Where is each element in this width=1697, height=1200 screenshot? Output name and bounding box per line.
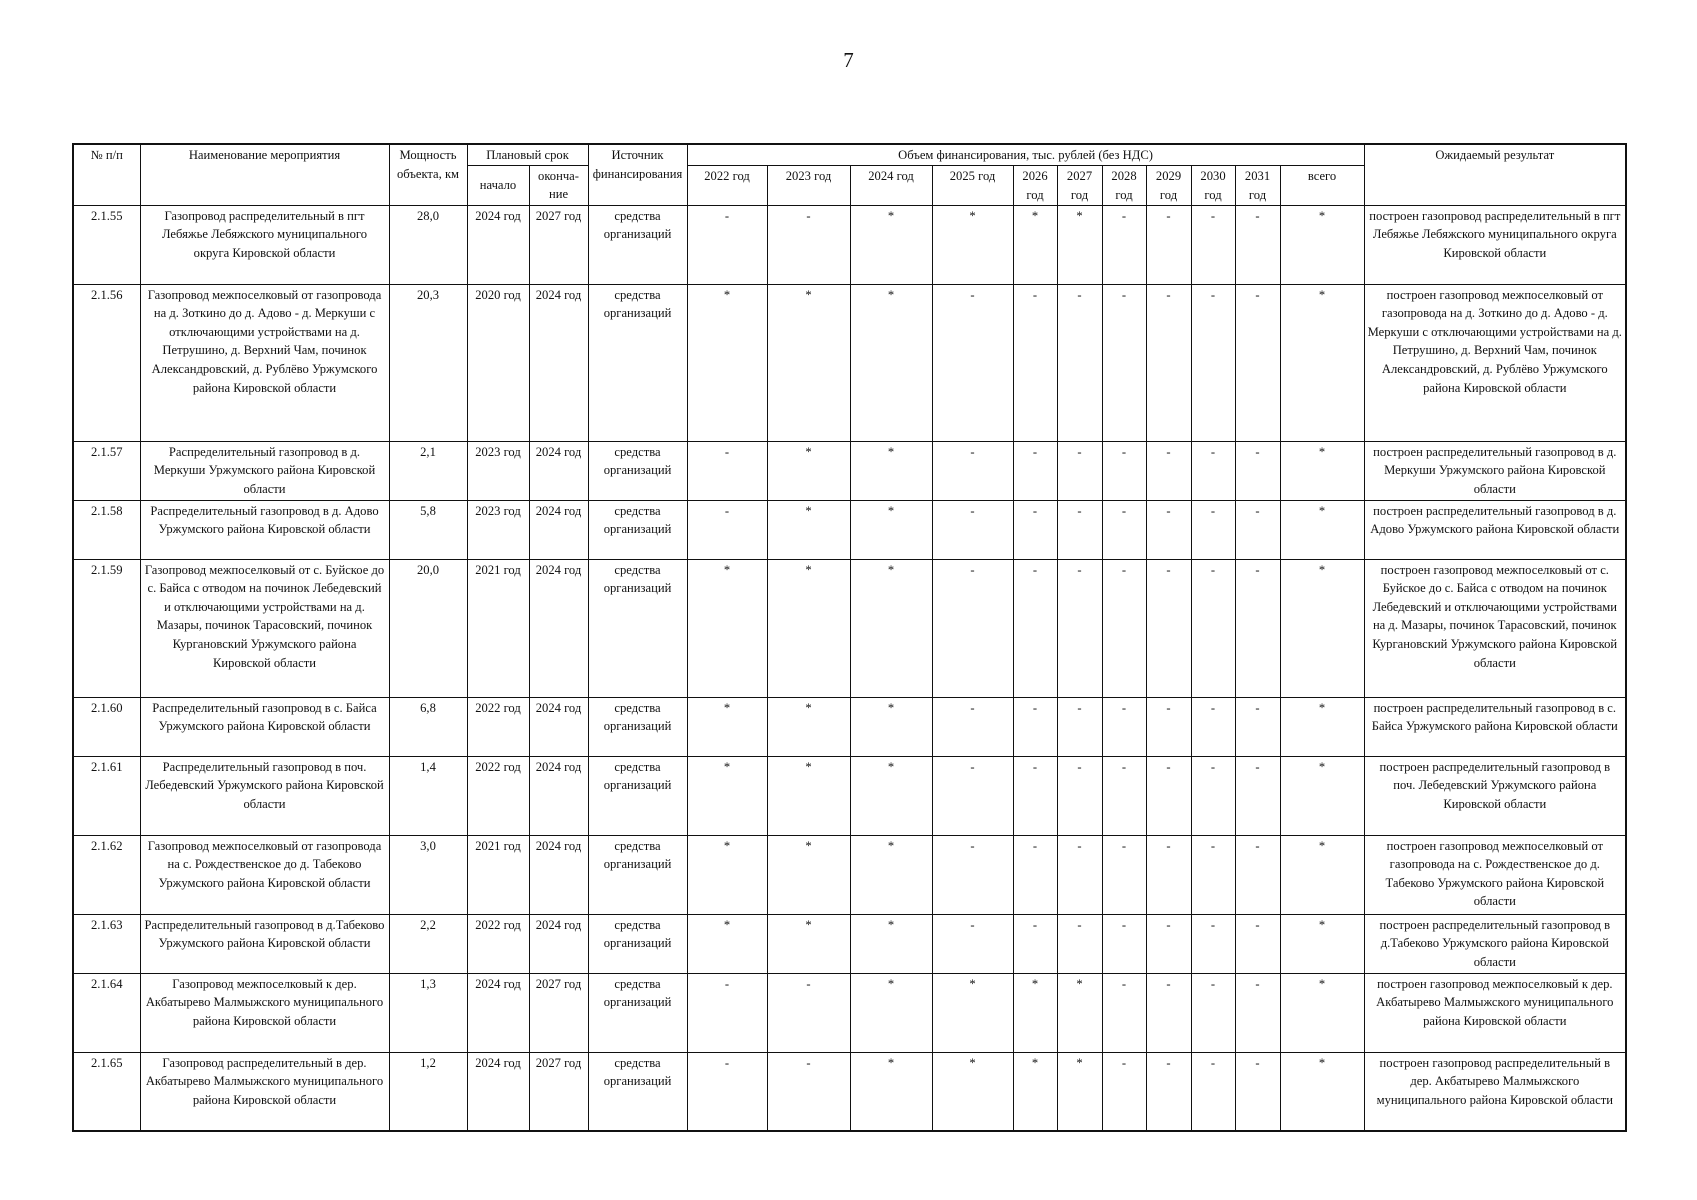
row-finance-mark: - xyxy=(1146,697,1191,756)
row-finance-mark: - xyxy=(932,441,1013,500)
row-finance-mark: - xyxy=(1191,756,1235,835)
row-finance-mark: - xyxy=(1057,756,1102,835)
row-power: 2,1 xyxy=(389,441,467,500)
row-number: 2.1.56 xyxy=(73,284,140,441)
table-row xyxy=(73,835,1626,914)
row-finance-mark: - xyxy=(1013,559,1057,697)
row-finance-mark: * xyxy=(850,284,932,441)
row-power: 1,4 xyxy=(389,756,467,835)
table-row xyxy=(73,559,1626,697)
row-finance-mark: - xyxy=(767,973,850,1052)
row-number: 2.1.55 xyxy=(73,205,140,284)
table-row xyxy=(73,500,1626,559)
row-finance-mark: * xyxy=(1057,973,1102,1052)
row-finance-mark: - xyxy=(932,559,1013,697)
row-finance-mark: * xyxy=(687,559,767,697)
row-total: * xyxy=(1280,441,1364,500)
row-finance-mark: - xyxy=(1191,914,1235,973)
row-finance-mark: - xyxy=(1191,441,1235,500)
row-end: 2024 год xyxy=(529,284,588,441)
table-row xyxy=(73,284,1626,441)
row-number: 2.1.57 xyxy=(73,441,140,500)
row-finance-mark: - xyxy=(1013,500,1057,559)
row-finance-mark: * xyxy=(767,756,850,835)
row-finance-mark: * xyxy=(687,914,767,973)
row-name: Распределительный газопровод в д. Адово Уржумского района Кировской области xyxy=(140,500,389,559)
row-finance-mark: * xyxy=(687,756,767,835)
table-row xyxy=(73,756,1626,835)
header-year-2031: 2031 год xyxy=(1235,165,1280,205)
header-term-start: начало xyxy=(467,165,529,205)
header-year-2029: 2029 год xyxy=(1146,165,1191,205)
row-finance-mark: - xyxy=(1057,441,1102,500)
row-finance-mark: - xyxy=(1191,205,1235,284)
row-finance-mark: - xyxy=(932,914,1013,973)
row-finance-mark: - xyxy=(1235,500,1280,559)
row-source: средства организаций xyxy=(588,756,687,835)
row-start: 2021 год xyxy=(467,559,529,697)
row-finance-mark: * xyxy=(687,697,767,756)
row-source: средства организаций xyxy=(588,284,687,441)
row-name: Газопровод межпоселковый от с. Буйское до с. Байса с отводом на починок Лебедевский и отключающими устройствами на д. Мазары, починок Тарасовский, починок Кургановский Уржумского района Кировской области xyxy=(140,559,389,697)
row-total: * xyxy=(1280,1052,1364,1131)
row-finance-mark: - xyxy=(1057,500,1102,559)
row-start: 2021 год xyxy=(467,835,529,914)
row-end: 2027 год xyxy=(529,1052,588,1131)
row-name: Газопровод межпоселковый от газопровода на д. Зоткино до д. Адово - д. Меркуши с отключающими устройствами на д. Петрушино, д. Верхний Чам, починок Александровский, д. Рублёво Уржумского района Кировской области xyxy=(140,284,389,441)
row-power: 20,3 xyxy=(389,284,467,441)
row-finance-mark: - xyxy=(1146,205,1191,284)
row-power: 6,8 xyxy=(389,697,467,756)
row-finance-mark: - xyxy=(932,697,1013,756)
row-name: Газопровод распределительный в пгт Лебяжье Лебяжского муниципального округа Кировской области xyxy=(140,205,389,284)
row-finance-mark: * xyxy=(767,559,850,697)
page-number: 7 xyxy=(843,48,854,72)
table-row xyxy=(73,1052,1626,1131)
row-source: средства организаций xyxy=(588,441,687,500)
row-finance-mark: - xyxy=(1057,284,1102,441)
row-result: построен газопровод межпоселковый от с. Буйское до с. Байса с отводом на починок Лебедевский и отключающими устройствами на д. Мазары, починок Тарасовский, починок Кургановский Уржумского района Кировской области xyxy=(1364,559,1626,697)
header-row-1 xyxy=(73,144,1626,165)
row-source: средства организаций xyxy=(588,500,687,559)
header-year-2027: 2027 год xyxy=(1057,165,1102,205)
row-number: 2.1.60 xyxy=(73,697,140,756)
row-finance-mark: * xyxy=(767,914,850,973)
row-power: 5,8 xyxy=(389,500,467,559)
row-start: 2022 год xyxy=(467,756,529,835)
header-total: всего xyxy=(1280,165,1364,205)
row-finance-mark: - xyxy=(1057,697,1102,756)
row-end: 2024 год xyxy=(529,441,588,500)
row-finance-mark: - xyxy=(1235,973,1280,1052)
row-name: Распределительный газопровод в д. Меркуши Уржумского района Кировской области xyxy=(140,441,389,500)
row-finance-mark: - xyxy=(687,500,767,559)
row-source: средства организаций xyxy=(588,973,687,1052)
row-finance-mark: * xyxy=(767,697,850,756)
row-finance-mark: - xyxy=(1191,284,1235,441)
row-name: Распределительный газопровод в с. Байса Уржумского района Кировской области xyxy=(140,697,389,756)
header-year-2022: 2022 год xyxy=(687,165,767,205)
row-total: * xyxy=(1280,205,1364,284)
row-result: построен газопровод распределительный в пгт Лебяжье Лебяжского муниципального округа Кировской области xyxy=(1364,205,1626,284)
row-start: 2024 год xyxy=(467,973,529,1052)
header-finance: Объем финансирования, тыс. рублей (без НДС) xyxy=(687,144,1364,165)
row-end: 2027 год xyxy=(529,973,588,1052)
row-finance-mark: * xyxy=(767,835,850,914)
row-total: * xyxy=(1280,756,1364,835)
row-finance-mark: - xyxy=(1235,914,1280,973)
row-finance-mark: - xyxy=(687,1052,767,1131)
header-num: № п/п xyxy=(73,144,140,205)
row-end: 2027 год xyxy=(529,205,588,284)
row-finance-mark: - xyxy=(1057,835,1102,914)
row-result: построен распределительный газопровод в д. Адово Уржумского района Кировской области xyxy=(1364,500,1626,559)
row-finance-mark: - xyxy=(1057,914,1102,973)
row-finance-mark: * xyxy=(850,756,932,835)
row-power: 1,3 xyxy=(389,973,467,1052)
row-finance-mark: - xyxy=(1102,914,1146,973)
row-finance-mark: - xyxy=(767,205,850,284)
table-row xyxy=(73,205,1626,284)
row-finance-mark: * xyxy=(1013,205,1057,284)
row-finance-mark: * xyxy=(850,559,932,697)
header-source: Источник финансирования xyxy=(588,144,687,205)
row-result: построен газопровод распределительный в дер. Акбатырево Малмыжского муниципального района Кировской области xyxy=(1364,1052,1626,1131)
row-finance-mark: * xyxy=(767,500,850,559)
header-power: Мощность объекта, км xyxy=(389,144,467,205)
table-row xyxy=(73,914,1626,973)
row-start: 2023 год xyxy=(467,441,529,500)
row-finance-mark: * xyxy=(850,205,932,284)
row-end: 2024 год xyxy=(529,559,588,697)
row-finance-mark: - xyxy=(1013,697,1057,756)
row-name: Газопровод межпоселковый к дер. Акбатырево Малмыжского муниципального района Кировской области xyxy=(140,973,389,1052)
table-body xyxy=(73,205,1626,1131)
row-total: * xyxy=(1280,559,1364,697)
row-start: 2020 год xyxy=(467,284,529,441)
row-start: 2022 год xyxy=(467,914,529,973)
row-name: Газопровод межпоселковый от газопровода на с. Рождественское до д. Табеково Уржумского района Кировской области xyxy=(140,835,389,914)
row-number: 2.1.59 xyxy=(73,559,140,697)
row-finance-mark: * xyxy=(767,441,850,500)
row-total: * xyxy=(1280,500,1364,559)
header-result: Ожидаемый результат xyxy=(1364,144,1626,205)
table-row xyxy=(73,973,1626,1052)
row-number: 2.1.64 xyxy=(73,973,140,1052)
row-number: 2.1.58 xyxy=(73,500,140,559)
row-finance-mark: * xyxy=(932,205,1013,284)
row-finance-mark: - xyxy=(1146,756,1191,835)
row-finance-mark: - xyxy=(1102,500,1146,559)
row-source: средства организаций xyxy=(588,697,687,756)
row-finance-mark: - xyxy=(1235,697,1280,756)
row-finance-mark: - xyxy=(1235,835,1280,914)
row-finance-mark: - xyxy=(1235,441,1280,500)
row-finance-mark: - xyxy=(1102,1052,1146,1131)
row-finance-mark: * xyxy=(1013,973,1057,1052)
row-end: 2024 год xyxy=(529,914,588,973)
header-year-2025: 2025 год xyxy=(932,165,1013,205)
row-name: Газопровод распределительный в дер. Акбатырево Малмыжского муниципального района Кировской области xyxy=(140,1052,389,1131)
row-finance-mark: - xyxy=(1191,835,1235,914)
row-result: построен газопровод межпоселковый от газопровода на с. Рождественское до д. Табеково Уржумского района Кировской области xyxy=(1364,835,1626,914)
row-power: 1,2 xyxy=(389,1052,467,1131)
row-finance-mark: - xyxy=(1102,284,1146,441)
header-term-end: оконча-ние xyxy=(529,165,588,205)
header-year-2023: 2023 год xyxy=(767,165,850,205)
row-finance-mark: - xyxy=(1102,835,1146,914)
row-finance-mark: - xyxy=(1102,697,1146,756)
row-total: * xyxy=(1280,835,1364,914)
row-finance-mark: - xyxy=(1191,500,1235,559)
row-start: 2022 год xyxy=(467,697,529,756)
row-finance-mark: * xyxy=(850,500,932,559)
row-finance-mark: * xyxy=(850,914,932,973)
row-finance-mark: - xyxy=(687,205,767,284)
row-source: средства организаций xyxy=(588,835,687,914)
row-finance-mark: * xyxy=(850,973,932,1052)
row-power: 20,0 xyxy=(389,559,467,697)
row-finance-mark: - xyxy=(1235,559,1280,697)
header-year-2030: 2030 год xyxy=(1191,165,1235,205)
row-finance-mark: - xyxy=(1235,284,1280,441)
row-source: средства организаций xyxy=(588,914,687,973)
row-finance-mark: * xyxy=(687,835,767,914)
row-total: * xyxy=(1280,973,1364,1052)
row-finance-mark: * xyxy=(850,1052,932,1131)
row-end: 2024 год xyxy=(529,697,588,756)
row-finance-mark: - xyxy=(687,441,767,500)
row-finance-mark: * xyxy=(1057,1052,1102,1131)
row-finance-mark: - xyxy=(932,756,1013,835)
row-finance-mark: * xyxy=(850,441,932,500)
row-name: Распределительный газопровод в поч. Лебедевский Уржумского района Кировской области xyxy=(140,756,389,835)
table-row xyxy=(73,697,1626,756)
row-finance-mark: - xyxy=(1146,559,1191,697)
row-end: 2024 год xyxy=(529,835,588,914)
row-number: 2.1.65 xyxy=(73,1052,140,1131)
row-finance-mark: - xyxy=(1146,500,1191,559)
row-finance-mark: - xyxy=(1191,559,1235,697)
row-finance-mark: - xyxy=(767,1052,850,1131)
row-number: 2.1.62 xyxy=(73,835,140,914)
row-finance-mark: - xyxy=(1235,205,1280,284)
row-finance-mark: - xyxy=(932,284,1013,441)
row-finance-mark: - xyxy=(1146,835,1191,914)
row-result: построен распределительный газопровод в д.Табеково Уржумского района Кировской области xyxy=(1364,914,1626,973)
row-finance-mark: - xyxy=(1146,1052,1191,1131)
row-end: 2024 год xyxy=(529,500,588,559)
row-finance-mark: - xyxy=(1102,756,1146,835)
row-finance-mark: - xyxy=(932,500,1013,559)
row-source: средства организаций xyxy=(588,1052,687,1131)
row-power: 3,0 xyxy=(389,835,467,914)
row-finance-mark: - xyxy=(1235,1052,1280,1131)
row-finance-mark: - xyxy=(687,973,767,1052)
header-year-2026: 2026 год xyxy=(1013,165,1057,205)
row-finance-mark: - xyxy=(1057,559,1102,697)
header-term: Плановый срок xyxy=(467,144,588,165)
table-row xyxy=(73,441,1626,500)
row-finance-mark: - xyxy=(1146,441,1191,500)
row-finance-mark: - xyxy=(1102,205,1146,284)
row-finance-mark: * xyxy=(850,835,932,914)
row-total: * xyxy=(1280,284,1364,441)
row-start: 2024 год xyxy=(467,1052,529,1131)
row-finance-mark: - xyxy=(1013,441,1057,500)
row-finance-mark: - xyxy=(1013,756,1057,835)
row-end: 2024 год xyxy=(529,756,588,835)
row-result: построен распределительный газопровод в д. Меркуши Уржумского района Кировской области xyxy=(1364,441,1626,500)
row-power: 28,0 xyxy=(389,205,467,284)
row-finance-mark: - xyxy=(1146,914,1191,973)
row-finance-mark: - xyxy=(1191,1052,1235,1131)
row-start: 2024 год xyxy=(467,205,529,284)
row-finance-mark: - xyxy=(1013,914,1057,973)
row-finance-mark: - xyxy=(1102,441,1146,500)
row-total: * xyxy=(1280,697,1364,756)
row-finance-mark: - xyxy=(1235,756,1280,835)
row-finance-mark: - xyxy=(1191,697,1235,756)
row-total: * xyxy=(1280,914,1364,973)
row-power: 2,2 xyxy=(389,914,467,973)
row-source: средства организаций xyxy=(588,205,687,284)
row-finance-mark: - xyxy=(1102,973,1146,1052)
row-number: 2.1.63 xyxy=(73,914,140,973)
row-result: построен газопровод межпоселковый к дер. Акбатырево Малмыжского муниципального района Кировской области xyxy=(1364,973,1626,1052)
row-finance-mark: - xyxy=(1102,559,1146,697)
row-finance-mark: - xyxy=(932,835,1013,914)
header-name: Наименование мероприятия xyxy=(140,144,389,205)
row-finance-mark: * xyxy=(1013,1052,1057,1131)
row-finance-mark: - xyxy=(1191,973,1235,1052)
row-finance-mark: * xyxy=(1057,205,1102,284)
row-start: 2023 год xyxy=(467,500,529,559)
row-result: построен распределительный газопровод в с. Байса Уржумского района Кировской области xyxy=(1364,697,1626,756)
row-finance-mark: * xyxy=(932,973,1013,1052)
row-number: 2.1.61 xyxy=(73,756,140,835)
header-year-2024: 2024 год xyxy=(850,165,932,205)
row-finance-mark: * xyxy=(850,697,932,756)
header-year-2028: 2028 год xyxy=(1102,165,1146,205)
row-finance-mark: * xyxy=(687,284,767,441)
gas-pipeline-table xyxy=(72,143,1627,1132)
row-finance-mark: - xyxy=(1146,973,1191,1052)
row-finance-mark: - xyxy=(1013,835,1057,914)
row-result: построен распределительный газопровод в поч. Лебедевский Уржумского района Кировской области xyxy=(1364,756,1626,835)
row-result: построен газопровод межпоселковый от газопровода на д. Зоткино до д. Адово - д. Меркуши с отключающими устройствами на д. Петрушино, д. Верхний Чам, починок Александровский, д. Рублёво Уржумского района Кировской области xyxy=(1364,284,1626,441)
row-finance-mark: * xyxy=(767,284,850,441)
row-finance-mark: - xyxy=(1146,284,1191,441)
row-finance-mark: - xyxy=(1013,284,1057,441)
row-finance-mark: * xyxy=(932,1052,1013,1131)
row-name: Распределительный газопровод в д.Табеково Уржумского района Кировской области xyxy=(140,914,389,973)
row-source: средства организаций xyxy=(588,559,687,697)
